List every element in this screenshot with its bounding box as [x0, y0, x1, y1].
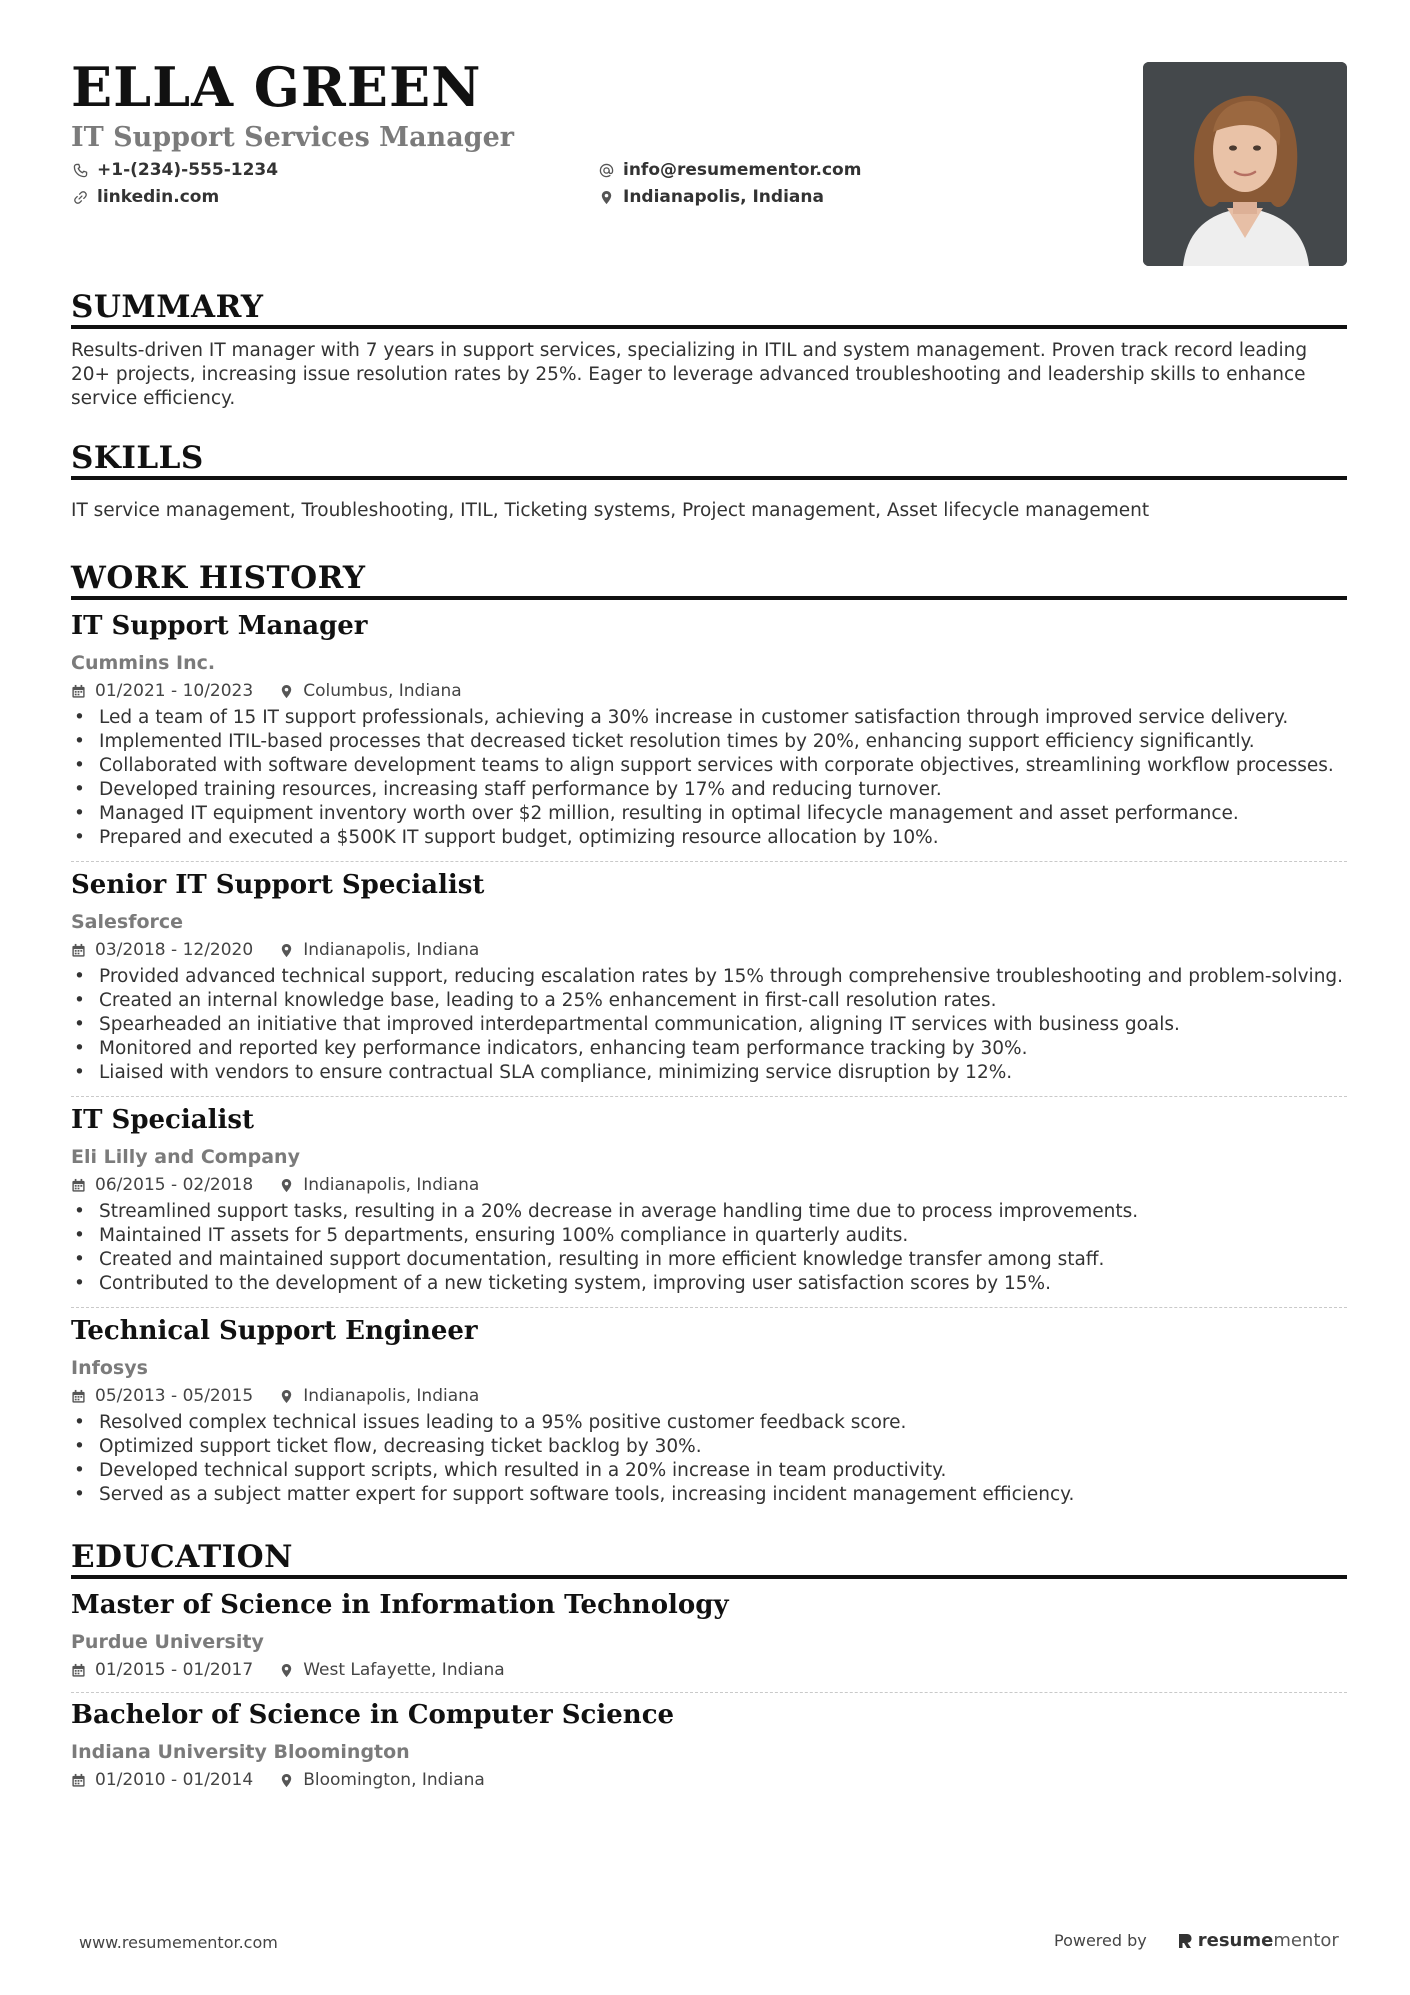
skills-heading: SKILLS	[71, 440, 204, 476]
phone-text: +1-(234)-555-1234	[97, 159, 279, 180]
education-location: Bloomington, Indiana	[303, 1770, 485, 1790]
list-item: • Served as a subject matter expert for support software tools, increasing incident management efficiency.	[71, 1483, 1361, 1507]
calendar-icon	[71, 943, 87, 959]
entry-divider	[71, 1307, 1347, 1308]
contact-linkedin[interactable]	[71, 188, 219, 206]
list-item: • Resolved complex technical issues leading to a 95% positive customer feedback score.	[71, 1411, 1361, 1435]
list-item: • Contributed to the development of a new ticketing system, improving user satisfaction scores by 15%.	[71, 1272, 1361, 1296]
education-meta	[71, 1772, 485, 1789]
job-company: Infosys	[71, 1357, 148, 1379]
job-company: Eli Lilly and Company	[71, 1146, 300, 1168]
powered-by-label: Powered by	[1054, 1931, 1147, 1950]
list-item: • Streamlined support tasks, resulting in a 20% decrease in average handling time due to process improvements.	[71, 1200, 1361, 1224]
link-icon	[71, 188, 89, 206]
summary-rule	[71, 325, 1347, 329]
list-item: • Created an internal knowledge base, leading to a 25% enhancement in first-call resolution rates.	[71, 989, 1361, 1013]
map-pin-icon	[597, 188, 615, 206]
list-item: • Prepared and executed a $500K IT support budget, optimizing resource allocation by 10%.	[71, 826, 1361, 850]
work-history-rule	[71, 596, 1347, 600]
map-pin-icon	[279, 1178, 295, 1194]
job-dates: 01/2021 - 10/2023	[95, 681, 254, 701]
job-meta	[71, 1388, 479, 1405]
list-item: • Provided advanced technical support, reducing escalation rates by 15% through comprehensive troubleshooting and problem-solving.	[71, 965, 1361, 989]
job-meta	[71, 683, 462, 700]
contact-location	[597, 188, 824, 206]
entry-divider	[71, 861, 1347, 862]
education-dates: 01/2010 - 01/2014	[95, 1770, 254, 1790]
education-meta	[71, 1662, 505, 1679]
list-item: • Managed IT equipment inventory worth over $2 million, resulting in optimal lifecycle management and asset performance.	[71, 802, 1361, 826]
job-meta	[71, 942, 479, 959]
map-pin-icon	[279, 1389, 295, 1405]
degree-title: Bachelor of Science in Computer Science	[71, 1700, 675, 1730]
calendar-icon	[71, 1663, 87, 1679]
education-heading: EDUCATION	[71, 1539, 293, 1575]
brand-light-text: mentor	[1273, 1930, 1339, 1951]
job-bullets	[71, 706, 1361, 850]
education-dates: 01/2015 - 01/2017	[95, 1660, 254, 1680]
job-meta	[71, 1177, 479, 1194]
job-bullets	[71, 1200, 1361, 1296]
job-title: IT Specialist	[71, 1105, 255, 1135]
list-item: • Collaborated with software development teams to align support services with corporate objectives, streamlining workflow processes.	[71, 754, 1361, 778]
job-bullets	[71, 1411, 1361, 1507]
education-location: West Lafayette, Indiana	[303, 1660, 505, 1680]
job-title: IT Support Manager	[71, 611, 368, 641]
education-rule	[71, 1575, 1347, 1579]
phone-icon	[71, 161, 89, 179]
map-pin-icon	[279, 1663, 295, 1679]
job-location: Columbus, Indiana	[303, 681, 462, 701]
calendar-icon	[71, 1178, 87, 1194]
job-dates: 03/2018 - 12/2020	[95, 940, 254, 960]
school-name: Purdue University	[71, 1631, 264, 1653]
calendar-icon	[71, 684, 87, 700]
job-location: Indianapolis, Indiana	[303, 1175, 480, 1195]
list-item: • Created and maintained support documentation, resulting in more efficient knowledge transfer among staff.	[71, 1248, 1361, 1272]
list-item: • Optimized support ticket flow, decreasing ticket backlog by 30%.	[71, 1435, 1361, 1459]
list-item: • Developed training resources, increasing staff performance by 17% and reducing turnover.	[71, 778, 1361, 802]
contact-phone	[71, 161, 278, 179]
job-company: Salesforce	[71, 911, 184, 933]
list-item: • Liaised with vendors to ensure contractual SLA compliance, minimizing service disruption by 12%.	[71, 1061, 1361, 1085]
work-history-heading: WORK HISTORY	[71, 560, 366, 596]
brand-logo[interactable]	[1177, 1930, 1339, 1951]
job-dates: 06/2015 - 02/2018	[95, 1175, 254, 1195]
footer-powered-by	[1054, 1930, 1339, 1951]
map-pin-icon	[279, 943, 295, 959]
calendar-icon	[71, 1773, 87, 1789]
list-item: • Spearheaded an initiative that improved interdepartmental communication, aligning IT services with business goals.	[71, 1013, 1361, 1037]
candidate-title: IT Support Services Manager	[71, 122, 514, 153]
job-location: Indianapolis, Indiana	[303, 940, 480, 960]
skills-rule	[71, 476, 1347, 480]
job-title: Technical Support Engineer	[71, 1316, 478, 1346]
list-item: • Maintained IT assets for 5 departments, ensuring 100% compliance in quarterly audits.	[71, 1224, 1361, 1248]
map-pin-icon	[279, 684, 295, 700]
candidate-name: ELLA GREEN	[71, 55, 482, 119]
calendar-icon	[71, 1389, 87, 1405]
school-name: Indiana University Bloomington	[71, 1741, 410, 1763]
summary-text: Results-driven IT manager with 7 years in support services, specializing in ITIL and system management. Proven track record leading 20+ projects, increasing issue resolution rates by 25%. Eager to leverage advanced troubleshooting and leadership skills to enhance service efficiency.	[71, 340, 1308, 409]
list-item: • Implemented ITIL-based processes that decreased ticket resolution times by 20%, enhancing support efficiency significantly.	[71, 730, 1361, 754]
entry-divider	[71, 1096, 1347, 1097]
job-company: Cummins Inc.	[71, 652, 216, 674]
map-pin-icon	[279, 1773, 295, 1789]
brand-mark-icon	[1177, 1932, 1193, 1950]
list-item: • Developed technical support scripts, which resulted in a 20% increase in team productivity.	[71, 1459, 1361, 1483]
job-bullets	[71, 965, 1361, 1085]
list-item: • Led a team of 15 IT support professionals, achieving a 30% increase in customer satisfaction through improved service delivery.	[71, 706, 1361, 730]
contact-email[interactable]	[597, 161, 861, 179]
portrait-illustration	[1143, 62, 1347, 266]
entry-divider	[71, 1692, 1347, 1693]
profile-photo	[1143, 62, 1347, 266]
list-item: • Monitored and reported key performance indicators, enhancing team performance tracking by 30%.	[71, 1037, 1361, 1061]
job-location: Indianapolis, Indiana	[303, 1386, 480, 1406]
job-title: Senior IT Support Specialist	[71, 870, 485, 900]
email-link[interactable]: info@resumementor.com	[623, 159, 862, 180]
location-text: Indianapolis, Indiana	[623, 186, 824, 207]
brand-bold-text: resume	[1197, 1930, 1274, 1951]
degree-title: Master of Science in Information Technology	[71, 1590, 729, 1620]
at-icon	[597, 161, 615, 179]
linkedin-link[interactable]: linkedin.com	[97, 186, 220, 207]
footer-website[interactable]: www.resumementor.com	[79, 1933, 278, 1952]
summary-heading: SUMMARY	[71, 289, 264, 325]
skills-text: IT service management, Troubleshooting, ITIL, Ticketing systems, Project management, Asset lifecycle management	[71, 500, 1150, 521]
job-dates: 05/2013 - 05/2015	[95, 1386, 254, 1406]
